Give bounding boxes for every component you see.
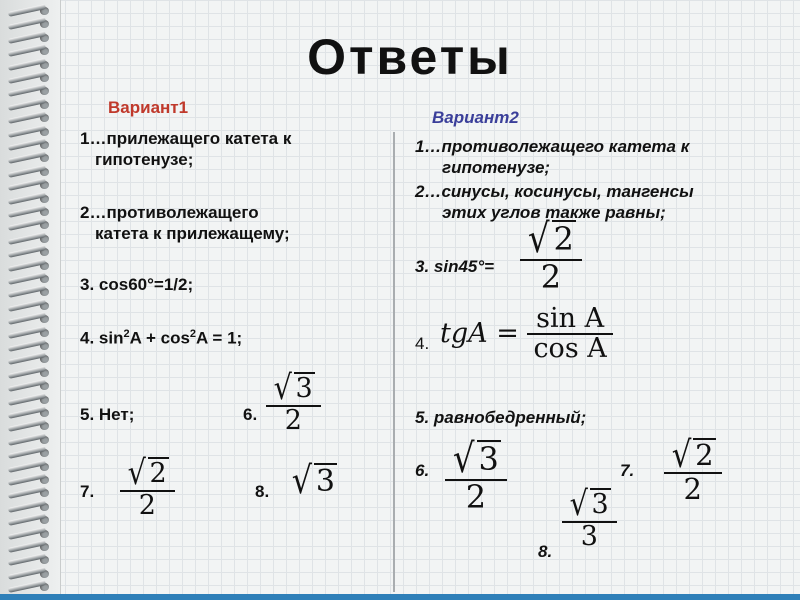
v2-answer-1-line1: 1…противолежащего катета к — [415, 137, 690, 156]
binding-ring — [6, 287, 54, 297]
binding-ring — [6, 167, 54, 177]
binding-ring — [6, 435, 54, 445]
variant2-heading: Вариант2 — [432, 108, 519, 127]
v2-answer-6-fraction: √ 3 2 — [445, 440, 507, 514]
binding-ring — [6, 274, 54, 284]
v1-answer-1-line2: гипотенузе; — [95, 150, 194, 169]
binding-ring — [6, 529, 54, 539]
binding-ring — [6, 462, 54, 472]
binding-ring — [6, 421, 54, 431]
v2-answer-3-label: 3. sin45°= — [415, 257, 495, 276]
v1-answer-7-fraction: √ 2 2 — [120, 457, 175, 521]
v2-answer-3-fraction: √ 2 2 — [520, 220, 582, 294]
binding-ring — [6, 180, 54, 190]
binding-ring — [6, 86, 54, 96]
binding-ring — [6, 408, 54, 418]
binding-ring — [6, 153, 54, 163]
binding-ring — [6, 261, 54, 271]
binding-ring — [6, 555, 54, 565]
binding-ring — [6, 207, 54, 217]
v1-answer-1-line1: 1…прилежащего катета к — [80, 129, 292, 148]
v2-answer-8-label: 8. — [538, 542, 553, 561]
v1-answer-2-line2: катета к прилежащему; — [95, 224, 290, 243]
v2-answer-2-line2: этих углов также равны; — [442, 203, 666, 222]
v1-answer-5: 5. Нет; — [80, 405, 135, 424]
v1-answer-8-root: √ 3 — [291, 458, 335, 502]
v1-answer-8-label: 8. — [255, 482, 270, 501]
v2-answer-4-formula: tgA = $\frac{\text{sin A}}{\text{cos A}}$ — [440, 305, 613, 364]
binding-ring — [6, 515, 54, 525]
binding-ring — [6, 582, 54, 592]
binding-ring — [6, 6, 54, 16]
v2-answer-7-fraction: √ 2 2 — [664, 438, 722, 505]
v1-answer-3: 3. cos60°=1/2; — [80, 275, 194, 294]
v2-answer-5: 5. равнобедренный; — [415, 408, 587, 427]
binding-ring — [6, 502, 54, 512]
binding-ring — [6, 113, 54, 123]
binding-ring — [6, 100, 54, 110]
binding-ring — [6, 542, 54, 552]
v2-answer-4-label: 4. — [415, 334, 430, 353]
binding-ring — [6, 381, 54, 391]
binding-ring — [6, 475, 54, 485]
binding-ring — [6, 488, 54, 498]
page-title: Ответы — [307, 29, 513, 85]
binding-ring — [6, 341, 54, 351]
binding-ring — [6, 448, 54, 458]
binding-ring — [6, 328, 54, 338]
v2-answer-8-fraction: √ 3 3 — [562, 488, 617, 552]
v2-answer-1-line2: гипотенузе; — [442, 158, 551, 177]
binding-ring — [6, 127, 54, 137]
binding-ring — [6, 314, 54, 324]
binding-ring — [6, 140, 54, 150]
binding-ring — [6, 395, 54, 405]
v2-answer-7-label: 7. — [620, 461, 635, 480]
notebook-binding — [0, 0, 61, 600]
binding-ring — [6, 354, 54, 364]
v1-answer-2-line1: 2…противолежащего — [80, 203, 259, 222]
binding-ring — [6, 247, 54, 257]
v2-answer-6-label: 6. — [415, 461, 430, 480]
binding-ring — [6, 194, 54, 204]
variant1-heading: Вариант1 — [108, 98, 189, 117]
binding-ring — [6, 368, 54, 378]
binding-ring — [6, 301, 54, 311]
binding-ring — [6, 220, 54, 230]
v1-answer-7-label: 7. — [80, 482, 95, 501]
v1-answer-4: 4. $\sin^2A + \cos^2A = 1$; — [80, 328, 243, 348]
binding-ring — [6, 234, 54, 244]
bottom-bar — [0, 594, 800, 600]
v1-answer-6-fraction: √ 3 2 — [266, 372, 321, 436]
v2-answer-2-line1: 2…синусы, косинусы, тангенсы — [415, 182, 694, 201]
column-divider — [393, 132, 395, 592]
binding-ring — [6, 569, 54, 579]
v1-answer-6-label: 6. — [243, 405, 258, 424]
